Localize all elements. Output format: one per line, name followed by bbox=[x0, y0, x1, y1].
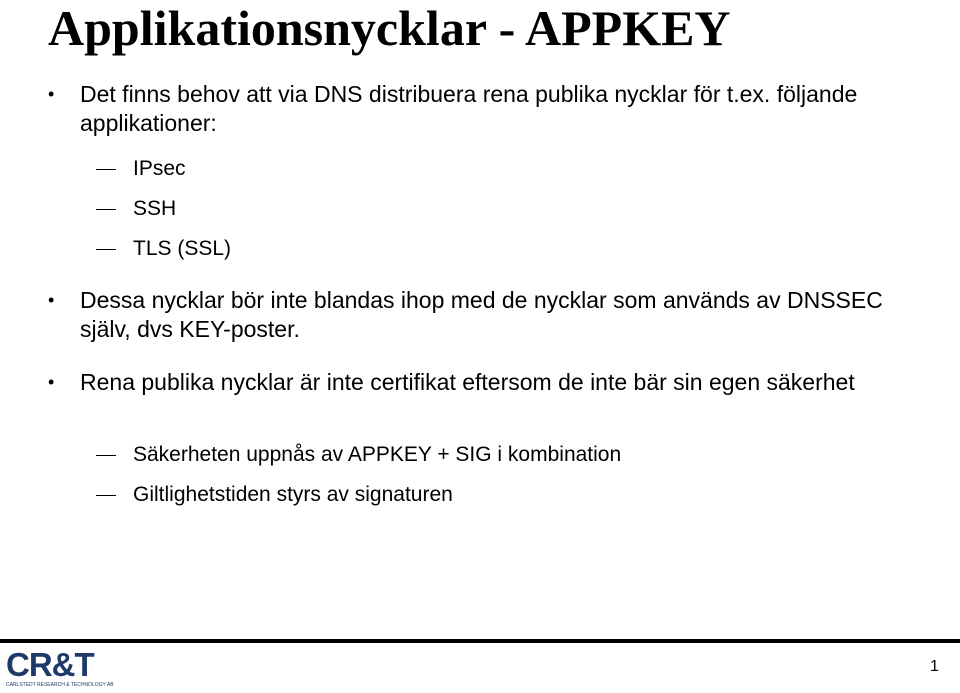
bullet-dot-icon: • bbox=[48, 372, 55, 392]
bullet-item bbox=[48, 80, 928, 138]
company-logo bbox=[6, 648, 112, 692]
logo-subtext: CARLSTEDT RESEARCH & TECHNOLOGY AB bbox=[6, 682, 114, 688]
dash-icon bbox=[96, 209, 116, 210]
bullet-item bbox=[48, 368, 928, 397]
dash-icon bbox=[96, 249, 116, 250]
bullet-dot-icon: • bbox=[48, 84, 55, 104]
sub-item-text: Säkerheten uppnås av APPKEY + SIG i kombination bbox=[133, 443, 622, 466]
page-number: 1 bbox=[930, 658, 939, 675]
sub-item-text: IPsec bbox=[133, 157, 186, 180]
sub-item bbox=[96, 481, 453, 509]
dash-icon bbox=[96, 169, 116, 170]
sub-item bbox=[96, 441, 621, 469]
bullet-text: Rena publika nycklar är inte certifikat eftersom de inte bär sin egen säkerhet bbox=[80, 369, 855, 395]
bullet-text: Det finns behov att via DNS distribuera rena publika nycklar för t.ex. följande applikationer: bbox=[80, 81, 858, 136]
bullet-dot-icon: • bbox=[48, 290, 55, 310]
bullet-text: Dessa nycklar bör inte blandas ihop med de nycklar som används av DNSSEC själv, dvs KEY-poster. bbox=[80, 287, 883, 342]
bullet-item bbox=[48, 286, 928, 344]
dash-icon bbox=[96, 455, 116, 456]
sub-item-text: TLS (SSL) bbox=[133, 237, 232, 260]
sub-item-text: Giltlighetstiden styrs av signaturen bbox=[133, 483, 453, 506]
logo-mark: CR&T bbox=[6, 646, 94, 683]
sub-item bbox=[96, 195, 176, 223]
sub-item bbox=[96, 155, 186, 183]
sub-item-text: SSH bbox=[133, 197, 177, 220]
sub-item bbox=[96, 235, 231, 263]
footer-divider bbox=[0, 639, 960, 643]
slide-title: Applikationsnycklar - APPKEY bbox=[48, 0, 731, 56]
dash-icon bbox=[96, 495, 116, 496]
